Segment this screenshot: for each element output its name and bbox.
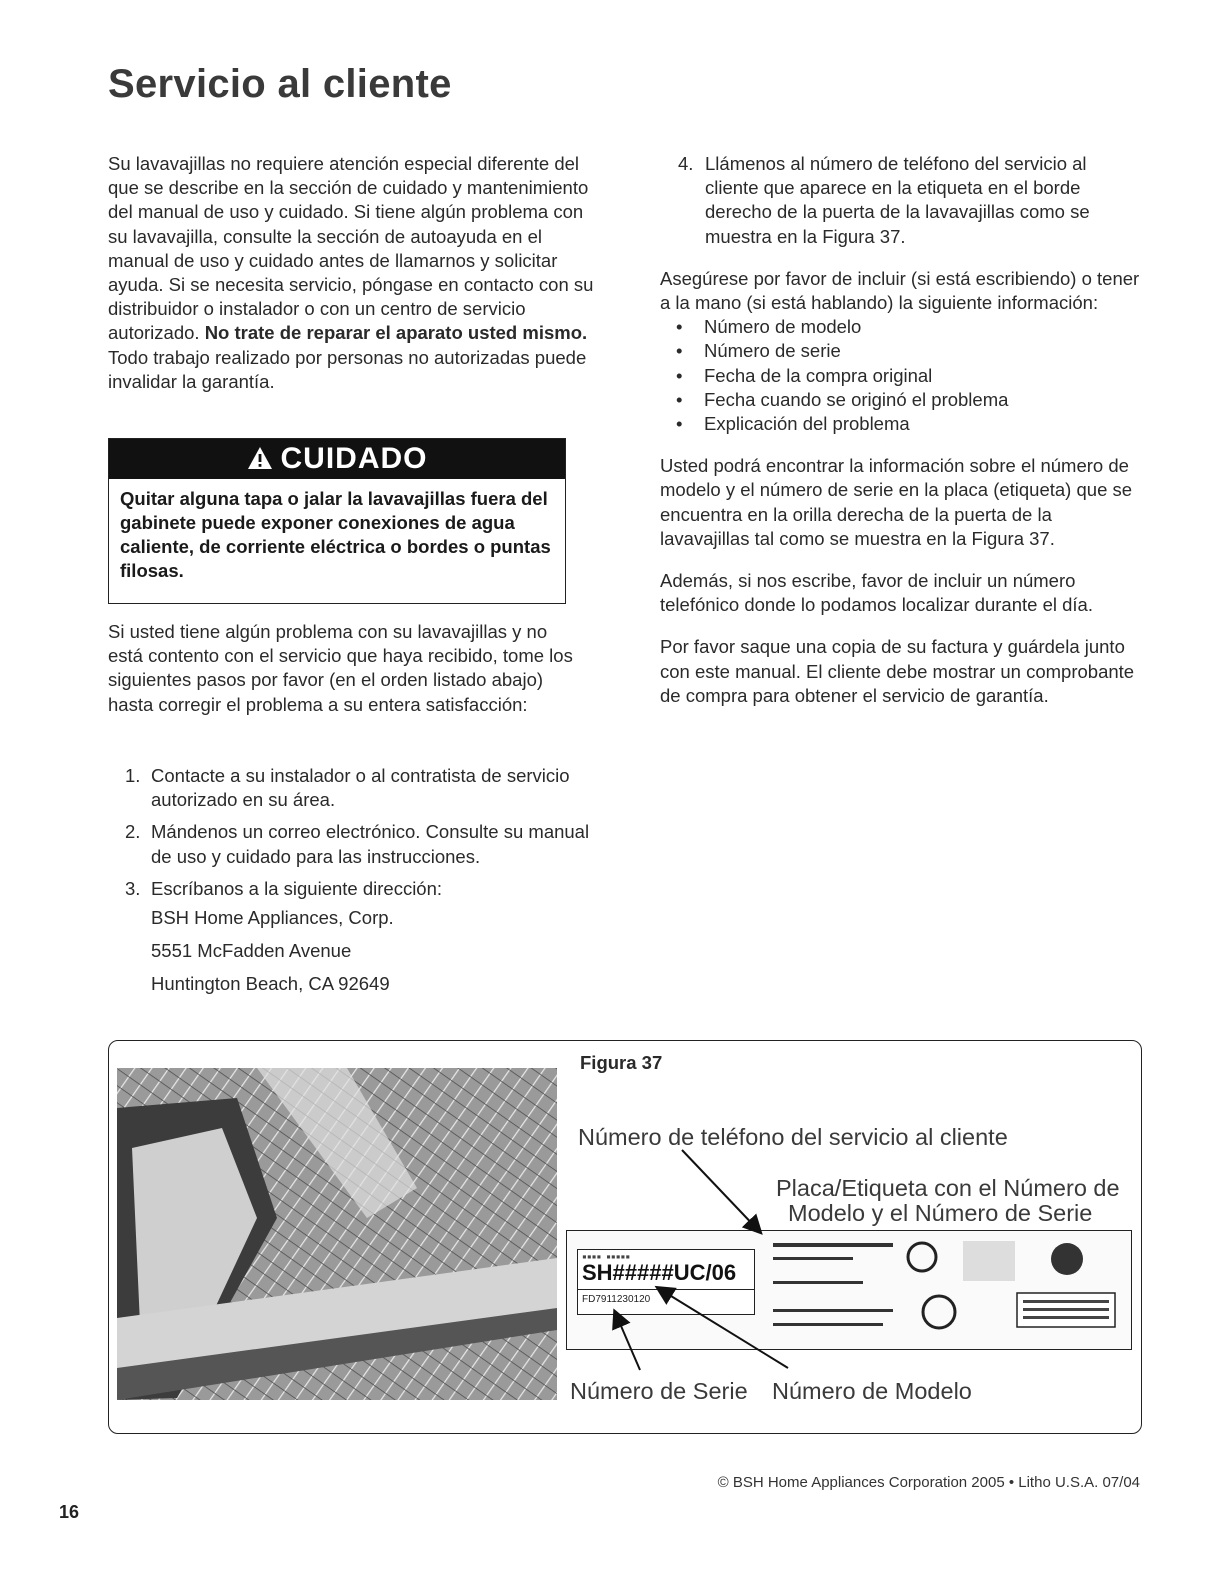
step-text: Llámenos al número de teléfono del servicio al cliente que aparece en la etiqueta en el borde derecho de la puerta de la lavavajillas como se muestra en la Figura 37.: [705, 153, 1090, 247]
info-list: [660, 315, 1140, 436]
phone-number-callout: Número de teléfono del servicio al cliente: [578, 1124, 1008, 1150]
energy-mark-icon: [963, 1241, 1015, 1281]
step-number: 2.: [125, 821, 141, 843]
step-number: 3.: [125, 877, 141, 899]
address-line: 5551 McFadden Avenue: [151, 940, 352, 961]
caution-heading: CUIDADO: [280, 442, 428, 475]
step-text: Contacte a su instalador o al contratista de servicio autorizado en su área.: [151, 765, 570, 811]
right-column: [660, 152, 1140, 708]
serial-number-callout: Número de Serie: [570, 1378, 748, 1404]
figure-label: Figura 37: [580, 1052, 663, 1073]
steps-list: [125, 764, 595, 909]
label-small-text: ▪▪▪▪ ▪▪▪▪▪: [582, 1252, 631, 1261]
list-item: [125, 764, 595, 812]
page-number: 16: [59, 1502, 80, 1522]
plate-callout-line2: Modelo y el Número de Serie: [788, 1200, 1093, 1226]
step-number: 1.: [125, 765, 141, 786]
certification-marks: [767, 1237, 1122, 1343]
intro-text-end: Todo trabajo realizado por personas no autorizadas puede invalidar la garantía.: [108, 346, 587, 392]
list-item: • Número de modelo: [660, 315, 1140, 339]
caution-text: Quitar alguna tapa o jalar la lavavajillas fuera del gabinete puede exponer conexiones de agua caliente, de corriente eléctrica o bordes o puntas filosas.: [120, 488, 551, 581]
info-intro: Asegúrese por favor de incluir (si está escribiendo) o tener a la mano (si está hablando) la siguiente información:: [660, 267, 1140, 314]
intro-warning-bold: No trate de reparar el aparato usted mismo.: [204, 322, 588, 344]
caution-header: [109, 439, 565, 479]
ul-mark-icon: [908, 1243, 936, 1271]
list-item: • Fecha cuando se originó el problema: [660, 388, 1140, 412]
list-item: • Explicación del problema: [660, 412, 1140, 436]
copyright-footer: © BSH Home Appliances Corporation 2005 • Litho U.S.A. 07/04: [717, 1474, 1140, 1491]
dishwasher-photo: [117, 1068, 557, 1400]
serial-number-value: FD7911230120: [578, 1289, 754, 1309]
etl-mark-icon: [923, 1296, 955, 1328]
step-text: Escríbanos a la siguiente dirección:: [151, 877, 443, 899]
invoice-paragraph: Por favor saque una copia de su factura y guárdela junto con este manual. El cliente debe mostrar un comprobante de compra para obtener el servicio de garantía.: [660, 636, 1135, 706]
warning-triangle-icon: [247, 446, 273, 470]
plate-callout-line1: Placa/Etiqueta con el Número de: [776, 1175, 1120, 1201]
page-title: Servicio al cliente: [108, 62, 452, 106]
address-line: BSH Home Appliances, Corp.: [151, 907, 394, 928]
step-number: 4.: [678, 153, 694, 174]
intro-text: Su lavavajillas no requiere atención especial diferente del que se describe en la sección de cuidado y mantenimiento del manual de uso y cuidado. Si tiene algún problema con su lavavajilla, consulte la sección de autoayuda en el manual de uso y cuidado antes de llamarnos y solicitar ayuda. Si se necesita servicio, póngase en contacto con su distribuidor o instalador o con un centro de servicio autorizado.: [108, 153, 594, 344]
model-number-callout: Número de Modelo: [772, 1378, 972, 1404]
callout-arrows: [560, 1140, 820, 1380]
list-item: • Fecha de la compra original: [660, 364, 1140, 388]
model-number-value: SH#####UC/06: [582, 1260, 737, 1285]
list-item: [125, 877, 595, 901]
caution-box: [108, 438, 566, 604]
steps-intro: Si usted tiene algún problema con su lavavajillas y no está contento con el servicio que haya recibido, tome los siguientes pasos por favor (en el orden listado abajo) hasta corregir el problema a su entera satisfacción:: [108, 621, 573, 715]
list-item: [125, 820, 595, 868]
list-item: • Número de serie: [660, 339, 1140, 363]
step-4: [660, 152, 1140, 249]
step-text: Mándenos un correo electrónico. Consulte su manual de uso y cuidado para las instrucciones.: [151, 821, 590, 867]
nsf-mark-icon: [1051, 1243, 1083, 1275]
intro-paragraph: [108, 152, 598, 394]
plate-paragraph: Usted podrá encontrar la información sobre el número de modelo y el número de serie en la placa (etiqueta) que se encuentra en la orilla derecha de la puerta de la lavavajillas tal como se muestra en la Figura 37.: [660, 455, 1133, 549]
phone-paragraph: Además, si nos escribe, favor de incluir un número telefónico donde lo podamos localizar durante el día.: [660, 570, 1093, 616]
address-line: Huntington Beach, CA 92649: [151, 973, 390, 994]
